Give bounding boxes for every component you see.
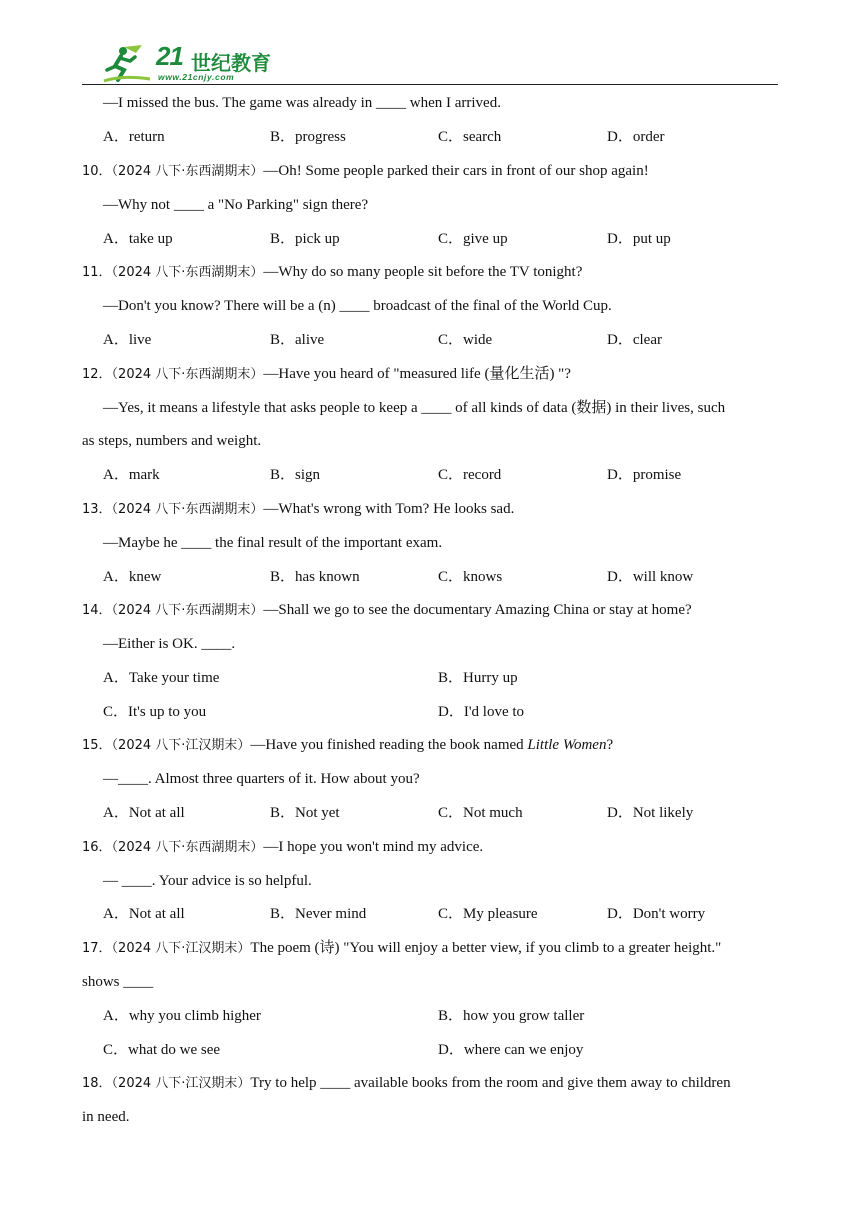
- q13-option-b[interactable]: B．has known: [270, 569, 360, 585]
- q15-number: 15．: [82, 738, 112, 753]
- q12-option-c[interactable]: C．record: [438, 467, 502, 483]
- q18-source: （2024 八下·江汉期末）: [111, 1076, 251, 1091]
- q17-source: （2024 八下·江汉期末）: [111, 941, 251, 956]
- q10-option-a[interactable]: A．take up: [103, 231, 173, 247]
- q14-option-c[interactable]: C．It's up to you: [103, 704, 207, 720]
- q15-header: [82, 735, 613, 756]
- q15-stem-a: —Have you finished reading the book named: [250, 737, 528, 753]
- q17-line2: shows ____: [82, 974, 154, 990]
- q11-stem: —Why do so many people sit before the TV tonight?: [263, 264, 583, 280]
- q11-option-b[interactable]: B．alive: [270, 332, 325, 348]
- q12-option-a[interactable]: A．mark: [103, 467, 160, 483]
- logo-text-21: 21: [156, 41, 183, 71]
- q11-number: 11．: [82, 265, 112, 280]
- q15-option-d[interactable]: D．Not likely: [607, 805, 694, 821]
- q14-stem: —Shall we go to see the documentary Amazing China or stay at home?: [263, 602, 692, 618]
- q14-header: [82, 600, 692, 621]
- q12-source: （2024 八下·东西湖期末）: [111, 367, 264, 382]
- q14-line2: —Either is OK. ____.: [103, 636, 236, 652]
- q10-stem: —Oh! Some people parked their cars in front of our shop again!: [263, 163, 649, 179]
- q12-number: 12．: [82, 367, 112, 382]
- q17-stem: The poem (诗) "You will enjoy a better view, if you climb to a greater height.": [250, 940, 722, 956]
- q9-option-c[interactable]: C．search: [438, 129, 502, 145]
- q15-book-title: Little Women: [527, 737, 607, 753]
- q16-source: （2024 八下·东西湖期末）: [111, 840, 264, 855]
- q18-number: 18．: [82, 1076, 112, 1091]
- q15-line2: —____. Almost three quarters of it. How about you?: [103, 771, 420, 787]
- q12-line2: —Yes, it means a lifestyle that asks people to keep a ____ of all kinds of data (数据) in their lives, such: [103, 400, 726, 416]
- q12-option-b[interactable]: B．sign: [270, 467, 321, 483]
- q14-number: 14．: [82, 603, 112, 618]
- q12-option-d[interactable]: D．promise: [607, 467, 682, 483]
- q10-source: （2024 八下·东西湖期末）: [111, 164, 264, 179]
- runner-icon: [102, 44, 154, 84]
- q12-line3: as steps, numbers and weight.: [82, 433, 262, 449]
- q11-option-c[interactable]: C．wide: [438, 332, 493, 348]
- q15-stem-b: ?: [606, 737, 614, 753]
- q14-option-d[interactable]: D．I'd love to: [438, 704, 525, 720]
- q11-option-d[interactable]: D．clear: [607, 332, 662, 348]
- q14-option-a[interactable]: A．Take your time: [103, 670, 220, 686]
- q16-option-a[interactable]: A．Not at all: [103, 906, 185, 922]
- q15-source: （2024 八下·江汉期末）: [111, 738, 251, 753]
- q13-stem: —What's wrong with Tom? He looks sad.: [263, 501, 515, 517]
- q10-line2: —Why not ____ a "No Parking" sign there?: [103, 197, 369, 213]
- q15-option-c[interactable]: C．Not much: [438, 805, 523, 821]
- q16-option-d[interactable]: D．Don't worry: [607, 906, 706, 922]
- site-logo: [102, 42, 272, 84]
- header-divider: [82, 84, 778, 85]
- q9-stem: —I missed the bus. The game was already in ____ when I arrived.: [103, 95, 501, 111]
- q16-line2: — ____. Your advice is so helpful.: [103, 873, 312, 889]
- q9-option-a[interactable]: A．return: [103, 129, 165, 145]
- q10-option-d[interactable]: D．put up: [607, 231, 671, 247]
- q16-stem: —I hope you won't mind my advice.: [263, 839, 484, 855]
- q11-header: [82, 262, 582, 283]
- q10-header: [82, 161, 649, 182]
- q12-header: [82, 364, 571, 385]
- q16-option-c[interactable]: C．My pleasure: [438, 906, 538, 922]
- q16-option-b[interactable]: B．Never mind: [270, 906, 367, 922]
- q13-header: [82, 499, 514, 520]
- q13-option-c[interactable]: C．knows: [438, 569, 503, 585]
- q13-line2: —Maybe he ____ the final result of the important exam.: [103, 535, 443, 551]
- logo-text-cn: 世纪教育: [191, 51, 271, 75]
- q10-number: 10．: [82, 164, 112, 179]
- q18-stem: Try to help ____ available books from the room and give them away to children: [250, 1075, 731, 1091]
- q11-option-a[interactable]: A．live: [103, 332, 152, 348]
- q18-header: [82, 1073, 731, 1094]
- q18-line2: in need.: [82, 1109, 130, 1125]
- q9-option-d[interactable]: D．order: [607, 129, 665, 145]
- q17-header: [82, 938, 721, 959]
- page-header: [82, 40, 778, 86]
- q10-option-b[interactable]: B．pick up: [270, 231, 340, 247]
- q17-option-a[interactable]: A．why you climb higher: [103, 1008, 261, 1024]
- q17-option-c[interactable]: C．what do we see: [103, 1042, 221, 1058]
- q17-option-d[interactable]: D．where can we enjoy: [438, 1042, 584, 1058]
- q15-option-a[interactable]: A．Not at all: [103, 805, 185, 821]
- q13-source: （2024 八下·东西湖期末）: [111, 502, 264, 517]
- q12-stem: —Have you heard of "measured life (量化生活) "?: [263, 366, 571, 382]
- q13-option-d[interactable]: D．will know: [607, 569, 694, 585]
- q16-number: 16．: [82, 840, 112, 855]
- q17-number: 17．: [82, 941, 112, 956]
- q16-header: [82, 837, 483, 858]
- q13-number: 13．: [82, 502, 112, 517]
- q11-source: （2024 八下·东西湖期末）: [111, 265, 264, 280]
- q17-option-b[interactable]: B．how you grow taller: [438, 1008, 585, 1024]
- q15-option-b[interactable]: B．Not yet: [270, 805, 340, 821]
- q11-line2: —Don't you know? There will be a (n) ____ broadcast of the final of the World Cup.: [103, 298, 612, 314]
- q14-option-b[interactable]: B．Hurry up: [438, 670, 518, 686]
- logo-url: www.21cnjy.com: [158, 72, 235, 82]
- q14-source: （2024 八下·东西湖期末）: [111, 603, 264, 618]
- q13-option-a[interactable]: A．knew: [103, 569, 162, 585]
- q9-option-b[interactable]: B．progress: [270, 129, 346, 145]
- q10-option-c[interactable]: C．give up: [438, 231, 508, 247]
